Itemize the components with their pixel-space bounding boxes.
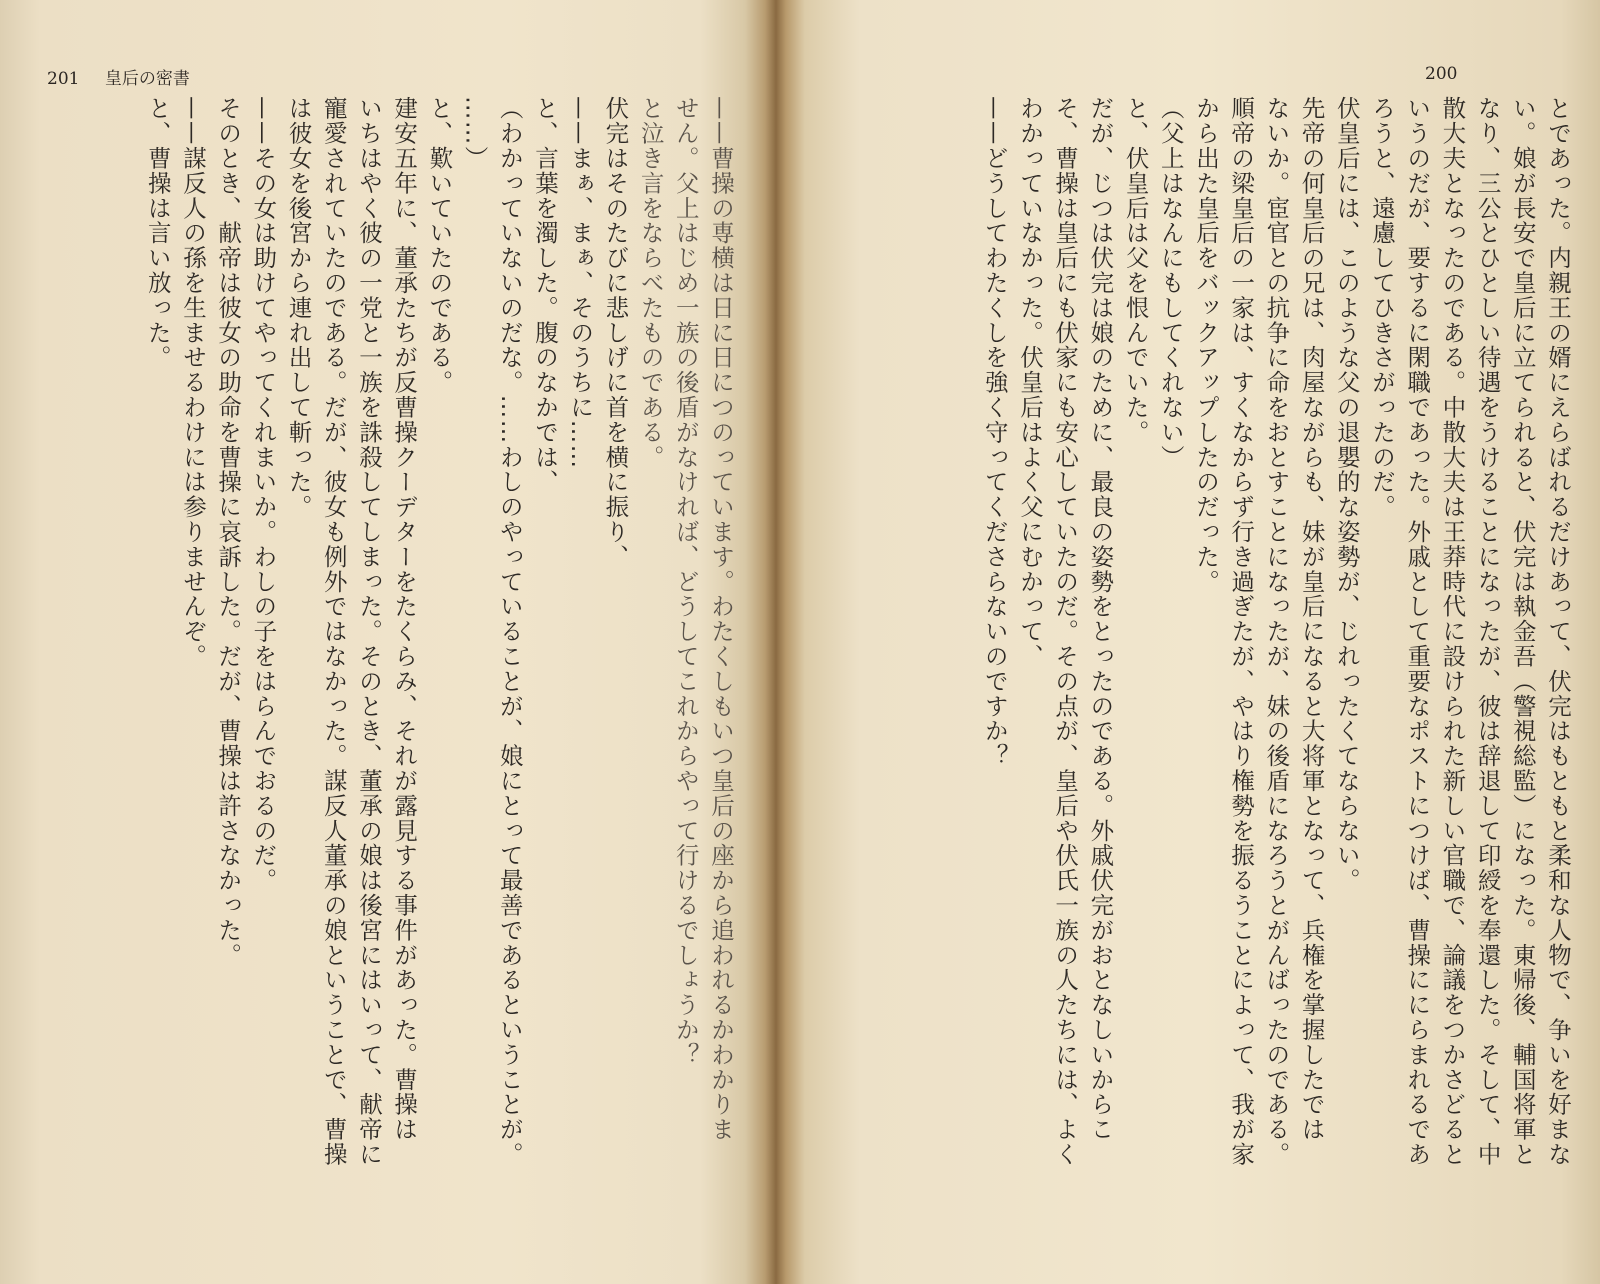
text-line: と、言葉を濁した。腹のなかでは、 (530, 96, 559, 495)
text-line: ——その女は助けてやってくれまいか。わしの子をはらんでおるのだ。 (249, 96, 278, 893)
text-line: 寵愛されていたのである。だが、彼女も例外ではなかった。謀反人董承の娘ということで、曹操 (319, 96, 348, 1167)
running-title: 皇后の密書 (104, 69, 190, 89)
text-line: せん。父上はじめ一族の後盾がなければ、どうしてこれからやって行けるでしょうか？ (671, 96, 700, 1068)
text-line: いうのだが、要するに閑職であった。外戚として重要なポストにつけば、曹操ににらまれるであ (1403, 96, 1432, 1167)
text-line: は彼女を後宮から連れ出して斬った。 (284, 96, 313, 520)
right-page-number: 200 (1425, 64, 1458, 84)
text-line: （父上はなんにもしてくれない） (1156, 96, 1185, 470)
text-line: いちはやく彼の一党と一族を誅殺してしまった。そのとき、董承の娘は後宮にはいって、献帝に (354, 96, 383, 1167)
left-page-header (47, 64, 190, 89)
text-line: ——まぁ、まぁ、そのうちに…… (566, 96, 595, 470)
text-line: と、歎いていたのである。 (425, 96, 454, 395)
text-line: そのとき、献帝は彼女の助命を曹操に哀訴した。だが、曹操は許さなかった。 (214, 96, 243, 968)
text-line: 伏皇后には、このような父の退嬰的な姿勢が、じれったくてならない。 (1332, 96, 1361, 893)
text-line: 順帝の梁皇后の一家は、すくなからず行き過ぎたが、やはり権勢を振るうことによって、我が家 (1227, 96, 1256, 1167)
text-line: から出た皇后をバックアップしたのだった。 (1191, 96, 1220, 594)
text-line: ないか。宦官との抗争に命をおとすことになったが、妹の後盾になろうとがんばったのである。 (1262, 96, 1291, 1167)
text-line: 散大夫となったのである。中散大夫は王莽時代に設けられた新しい官職で、論議をつかさどると (1438, 96, 1467, 1167)
right-page (785, 0, 1600, 1284)
text-line: なり、三公とひとしい待遇をうけることになったが、彼は辞退して印綬を奉還した。そして、中 (1473, 96, 1502, 1167)
left-page-body (48, 96, 738, 1226)
left-page (0, 0, 770, 1284)
text-line: と泣き言をならべたものである。 (636, 96, 665, 470)
text-line: わかっていなかった。伏皇后はよく父にむかって、 (1015, 96, 1044, 669)
text-line: ……） (460, 96, 489, 171)
text-line: 伏完はそのたびに悲しげに首を横に振り、 (601, 96, 630, 570)
text-line: ——謀反人の孫を生ませるわけには参りませんぞ。 (178, 96, 207, 669)
text-line: と、曹操は言い放った。 (143, 96, 172, 370)
text-line: （わかっていないのだな。……わしのやっていることが、娘にとって最善であるということが。 (495, 96, 524, 1167)
text-line: だが、じつは伏完は娘のために、最良の姿勢をとったのである。外戚伏完がおとなしいからこ (1086, 96, 1115, 1142)
text-line: と、伏皇后は父を恨んでいた。 (1121, 96, 1150, 445)
text-line: ろうと、遠慮してひきさがったのだ。 (1367, 96, 1396, 520)
text-line: ——曹操の専横は日に日につのっています。わたくしもいつ皇后の座から追われるかわかりま (707, 96, 735, 1142)
right-page-body (980, 96, 1575, 1226)
text-line: 建安五年に、董承たちが反曹操クーデターをたくらみ、それが露見する事件があった。曹操は (390, 96, 419, 1142)
left-page-number: 201 (47, 69, 80, 89)
text-line: そ、曹操は皇后にも伏家にも安心していたのだ。その点が、皇后や伏氏一族の人たちには、よく (1051, 96, 1080, 1167)
text-line: ——どうしてわたくしを強く守ってくださらないのですか？ (980, 96, 1009, 769)
text-line: 先帝の何皇后の兄は、肉屋ながらも、妹が皇后になると大将軍となって、兵権を掌握したでは (1297, 96, 1326, 1142)
text-line: とであった。内親王の婿にえらばれるだけあって、伏完はもともと柔和な人物で、争いを好まな (1544, 96, 1572, 1167)
text-line: い。娘が長安で皇后に立てられると、伏完は執金吾（警視総監）になった。東帰後、輔国将軍と (1508, 96, 1537, 1167)
